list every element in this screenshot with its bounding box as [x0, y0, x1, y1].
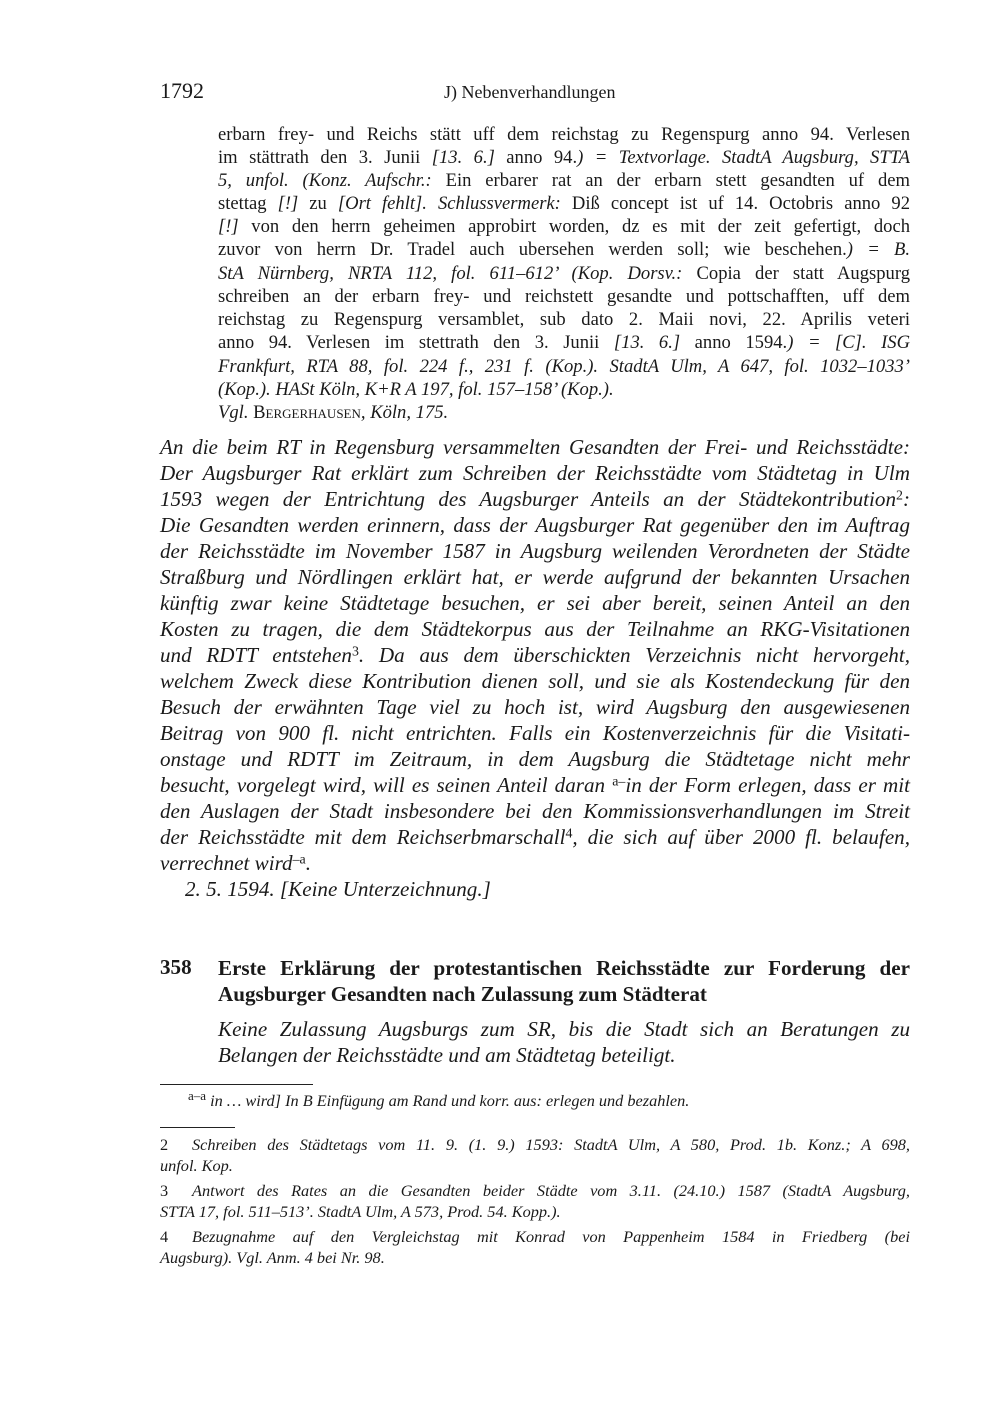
source-line: [!] von den herrn geheimen approbirt worden, dz es mit der zeit gefertigt, doch [218, 216, 910, 237]
regest-line: Kosten zu tragen, die dem Städtekorpus aus der Teilnahme an RKG-Visitationen [160, 617, 910, 641]
footnote-continuation: Augsburg). Vgl. Anm. 4 bei Nr. 98. [160, 1248, 385, 1267]
apparatus-rule [160, 1084, 313, 1085]
footnote: 4 Bezugnahme auf den Vergleichstag mit Konrad von Pappenheim 1584 in Friedberg (bei [160, 1227, 910, 1246]
regest-line: Die Gesandten werden erinnern, dass der Augsburger Rat gegenüber den im Auftrag [160, 513, 910, 537]
regest-line: der Reichsstädte mit dem Reichserbmarschall$^4$, die sich auf über 2000 fl. belaufen, [160, 825, 910, 849]
footnote-ref: 2 [896, 488, 903, 504]
regest-date: 2. 5. 1594. [Keine Unterzeichnung.] [185, 877, 491, 901]
regest-line: Besuch der erwähnten Tage viel zu hoch ist, wird Augsburg den ausgewiesenen [160, 695, 910, 719]
source-line: erbarn frey- und Reichs stätt uff dem reichstag zu Regenspurg anno 94. Verlesen [218, 124, 910, 145]
document-title-line: Augsburger Gesandten nach Zulassung zum Städterat [218, 982, 707, 1006]
document-number: 358 [160, 955, 192, 979]
regest-line: und RDTT entstehen$^3$. Da aus dem überschickten Verzeichnis nicht hervorgeht, [160, 643, 910, 667]
textual-note-marker: –a [292, 852, 306, 868]
source-line: StA Nürnberg, NRTA 112, fol. 611–612’ (Kop. Dorsv.: Copia der statt Augspurg [218, 263, 911, 284]
source-line: Vgl. Bergerhausen, Köln, 175. [218, 402, 449, 423]
document-summary-line: Keine Zulassung Augsburgs zum SR, bis die Stadt sich an Beratungen zu [218, 1017, 910, 1041]
regest-line: künftig zwar keine Städtetage besuchen, er sei aber bereit, seinen Anteil an den [160, 591, 910, 615]
footnote-rule [160, 1127, 235, 1128]
source-line: reichstag zu Regenspurg versamblet, sub dato 2. Maii novi, 22. Aprilis veteri [218, 309, 910, 330]
footnote-ref: 4 [565, 826, 573, 842]
regest-line: den Auslagen der Stadt insbesondere bei den Kommissionsverhandlungen im Streit [160, 799, 910, 823]
source-line: Frankfurt, RTA 88, fol. 224 f., 231 f. (Kop.). StadtA Ulm, A 647, fol. 1032–1033’ [218, 356, 910, 377]
textual-note-marker: a– [612, 774, 626, 790]
regest-line: Der Augsburger Rat erklärt zum Schreiben der Reichsstädte vom Städtetag in Ulm [160, 461, 910, 485]
page-number: 1792 [160, 78, 204, 103]
document-title-line: Erste Erklärung der protestantischen Reichsstädte zur Forderung der [218, 956, 910, 980]
regest-line: Straßburg und Nördlingen erklärt hat, er werde aufgrund der bekannten Ursachen [160, 565, 910, 589]
source-line: zuvor von herrn Dr. Tradel auch ubersehen werden soll; wie beschehen.) = B. [218, 239, 910, 260]
source-line: stettag [!] zu [Ort fehlt]. Schlussvermerk: Diß concept ist uf 14. Octobris anno 92 [218, 193, 910, 214]
source-line: anno 94. Verlesen im stettrath den 3. Junii [13. 6.] anno 1594.) = [C]. ISG [218, 332, 911, 353]
textual-note: $^{a-a}$ in … wird] In B Einfügung am Rand und korr. aus: erlegen und bezahlen. [188, 1088, 690, 1110]
footnote: 3 Antwort des Rates an die Gesandten beider Städte vom 3.11. (24.10.) 1587 (StadtA Augsburg, [160, 1181, 910, 1200]
source-line: schreiben an der erbarn frey- und reichstett gesandte und pottschafften, uff dem [218, 286, 910, 307]
regest-line: der Reichsstädte im November 1587 in Augsburg weilenden Verordneten der Städte [160, 539, 910, 563]
footnote-ref: 3 [351, 644, 359, 660]
regest-line: onstage und RDTT im Zeitraum, in dem Augsburg die Städtetage nicht mehr [160, 747, 910, 771]
regest-line: An die beim RT in Regensburg versammelten Gesandten der Frei- und Reichsstädte: [160, 435, 910, 459]
source-line: im stättrath den 3. Junii [13. 6.] anno 94.) = Textvorlage. StadtA Augsburg, STTA [218, 147, 911, 168]
source-line: 5, unfol. (Konz. Aufschr.: Ein erbarer rat an der erbarn stett gesandten uf dem [218, 170, 910, 191]
footnote-continuation: unfol. Kop. [160, 1156, 233, 1175]
regest-line: Beitrag von 900 fl. nicht entrichten. Falls ein Kostenverzeichnis für die Visitati- [160, 721, 910, 745]
regest-line: 1593 wegen der Entrichtung des Augsburger Anteils an der Städtekontribution$^2$: [160, 487, 910, 511]
regest-line: besucht, vorgelegt wird, will es seinen Anteil daran $^{a-}$in der Form erlegen, dass er mit [160, 773, 911, 797]
footnote-continuation: STTA 17, fol. 511–513’. StadtA Ulm, A 573, Prod. 54. Kopp.). [160, 1202, 561, 1221]
textual-note-marker: a–a [188, 1088, 207, 1104]
regest-line: welchem Zweck diese Kontribution dienen soll, und sie als Kostendeckung für den [160, 669, 910, 693]
source-line: (Kop.). HASt Köln, K+R A 197, fol. 157–158’ (Kop.). [218, 379, 614, 400]
document-summary-line: Belangen der Reichsstädte und am Städtetag beteiligt. [218, 1043, 676, 1067]
running-header: J) Nebenverhandlungen [444, 82, 616, 102]
footnote: 2 Schreiben des Städtetags vom 11. 9. (1. 9.) 1593: StadtA Ulm, A 580, Prod. 1b. Konz.; A 698, [160, 1135, 910, 1154]
regest-line: verrechnet wird$^{-a}$. [160, 851, 311, 875]
